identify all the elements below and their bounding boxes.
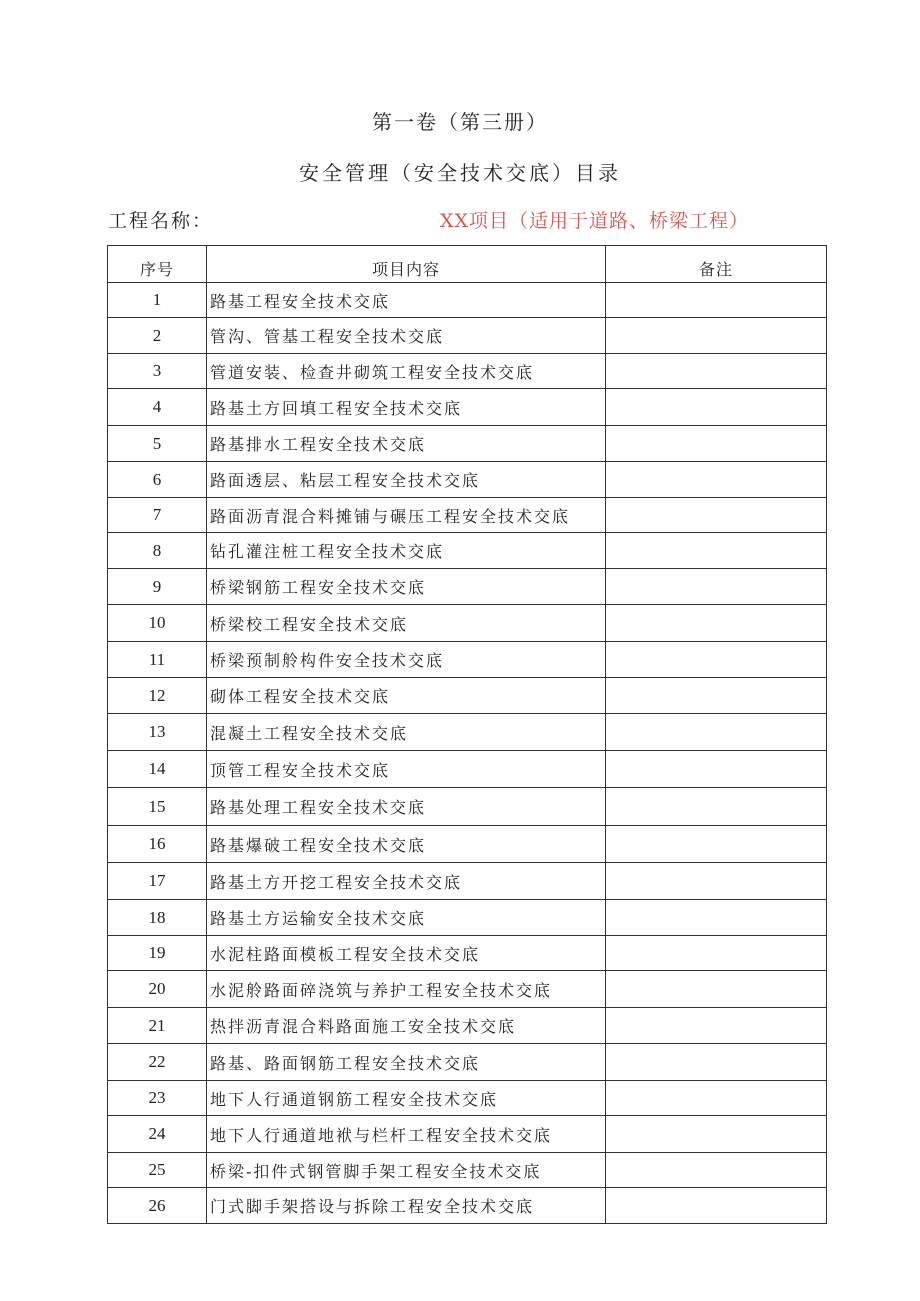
row-number: 12 — [108, 678, 207, 714]
row-item: 路面沥青混合料摊铺与碾压工程安全技术交底 — [207, 498, 606, 533]
row-note — [606, 826, 827, 863]
row-item: 路基爆破工程安全技术交底 — [207, 826, 606, 863]
table-row — [108, 318, 827, 354]
row-number: 8 — [108, 533, 207, 569]
row-number: 14 — [108, 751, 207, 788]
row-number: 2 — [108, 318, 207, 354]
table-row — [108, 283, 827, 318]
row-item: 管道安装、检查井砌筑工程安全技术交底 — [207, 354, 606, 389]
row-number: 15 — [108, 788, 207, 826]
row-note — [606, 642, 827, 678]
table-row — [108, 1116, 827, 1153]
row-number: 1 — [108, 283, 207, 318]
table-row — [108, 788, 827, 826]
table-row — [108, 642, 827, 678]
project-name-label: 工程名称： — [108, 210, 214, 232]
row-note — [606, 318, 827, 354]
row-number: 10 — [108, 605, 207, 642]
row-item: 桥梁-扣件式钢管脚手架工程安全技术交底 — [207, 1153, 606, 1188]
row-item: 路基土方开挖工程安全技术交底 — [207, 863, 606, 900]
header-note: 备注 — [606, 246, 827, 283]
table-row — [108, 426, 827, 462]
row-number: 20 — [108, 971, 207, 1008]
row-note — [606, 751, 827, 788]
row-item: 桥梁校工程安全技术交底 — [207, 605, 606, 642]
row-number: 25 — [108, 1153, 207, 1188]
table-row — [108, 1081, 827, 1116]
row-number: 21 — [108, 1008, 207, 1044]
row-item: 路基排水工程安全技术交底 — [207, 426, 606, 462]
row-item: 水泥柱路面模板工程安全技术交底 — [207, 936, 606, 971]
row-note — [606, 569, 827, 605]
row-number: 16 — [108, 826, 207, 863]
row-number: 19 — [108, 936, 207, 971]
row-number: 13 — [108, 714, 207, 751]
row-note — [606, 971, 827, 1008]
row-number: 24 — [108, 1116, 207, 1153]
row-item: 路基处理工程安全技术交底 — [207, 788, 606, 826]
row-note — [606, 788, 827, 826]
table-row — [108, 1008, 827, 1044]
table-row — [108, 714, 827, 751]
row-item: 路基土方回填工程安全技术交底 — [207, 389, 606, 426]
volume-title: 第一卷（第三册） — [372, 110, 548, 134]
row-item: 热拌沥青混合料路面施工安全技术交底 — [207, 1008, 606, 1044]
row-note — [606, 714, 827, 751]
row-note — [606, 533, 827, 569]
row-number: 26 — [108, 1188, 207, 1224]
row-item: 混凝土工程安全技术交底 — [207, 714, 606, 751]
row-note — [606, 283, 827, 318]
row-number: 17 — [108, 863, 207, 900]
row-number: 4 — [108, 389, 207, 426]
table-row — [108, 678, 827, 714]
row-note — [606, 678, 827, 714]
row-number: 9 — [108, 569, 207, 605]
row-number: 7 — [108, 498, 207, 533]
row-item: 地下人行通道钢筋工程安全技术交底 — [207, 1081, 606, 1116]
row-item: 门式脚手架搭设与拆除工程安全技术交底 — [207, 1188, 606, 1224]
row-number: 18 — [108, 900, 207, 936]
row-note — [606, 426, 827, 462]
row-item: 桥梁钢筋工程安全技术交底 — [207, 569, 606, 605]
row-note — [606, 1116, 827, 1153]
header-item: 项目内容 — [207, 246, 606, 283]
row-number: 6 — [108, 462, 207, 498]
row-item: 桥梁预制舲构件安全技术交底 — [207, 642, 606, 678]
row-note — [606, 389, 827, 426]
table-row — [108, 863, 827, 900]
project-name-value: XX项目（适用于道路、桥梁工程） — [440, 210, 750, 232]
table-row — [108, 936, 827, 971]
row-note — [606, 462, 827, 498]
row-item: 路基土方运输安全技术交底 — [207, 900, 606, 936]
table-row — [108, 354, 827, 389]
row-item: 水泥舲路面碎浇筑与养护工程安全技术交底 — [207, 971, 606, 1008]
table-row — [108, 533, 827, 569]
table-header-row — [108, 246, 827, 283]
catalog-table — [107, 245, 827, 1224]
table-row — [108, 569, 827, 605]
row-item: 地下人行通道地袱与栏杆工程安全技术交底 — [207, 1116, 606, 1153]
row-item: 钻孔灌注桩工程安全技术交底 — [207, 533, 606, 569]
row-item: 管沟、管基工程安全技术交底 — [207, 318, 606, 354]
table-row — [108, 971, 827, 1008]
row-number: 5 — [108, 426, 207, 462]
row-note — [606, 498, 827, 533]
row-note — [606, 936, 827, 971]
row-note — [606, 605, 827, 642]
row-note — [606, 1008, 827, 1044]
row-note — [606, 900, 827, 936]
row-number: 22 — [108, 1044, 207, 1081]
table-row — [108, 1044, 827, 1081]
row-note — [606, 863, 827, 900]
row-item: 砌体工程安全技术交底 — [207, 678, 606, 714]
table-row — [108, 826, 827, 863]
header-no: 序号 — [108, 246, 207, 283]
row-note — [606, 1188, 827, 1224]
row-item: 路基工程安全技术交底 — [207, 283, 606, 318]
row-number: 23 — [108, 1081, 207, 1116]
row-number: 3 — [108, 354, 207, 389]
catalog-body — [108, 283, 827, 1224]
table-row — [108, 462, 827, 498]
project-line — [108, 206, 808, 236]
table-row — [108, 900, 827, 936]
row-item: 顶管工程安全技术交底 — [207, 751, 606, 788]
row-number: 11 — [108, 642, 207, 678]
table-row — [108, 605, 827, 642]
row-note — [606, 354, 827, 389]
row-note — [606, 1044, 827, 1081]
table-row — [108, 751, 827, 788]
table-row — [108, 389, 827, 426]
table-row — [108, 1188, 827, 1224]
row-note — [606, 1081, 827, 1116]
table-row — [108, 498, 827, 533]
document-title: 安全管理（安全技术交底）目录 — [299, 161, 621, 185]
row-item: 路基、路面钢筋工程安全技术交底 — [207, 1044, 606, 1081]
table-row — [108, 1153, 827, 1188]
row-note — [606, 1153, 827, 1188]
row-item: 路面透层、粘层工程安全技术交底 — [207, 462, 606, 498]
